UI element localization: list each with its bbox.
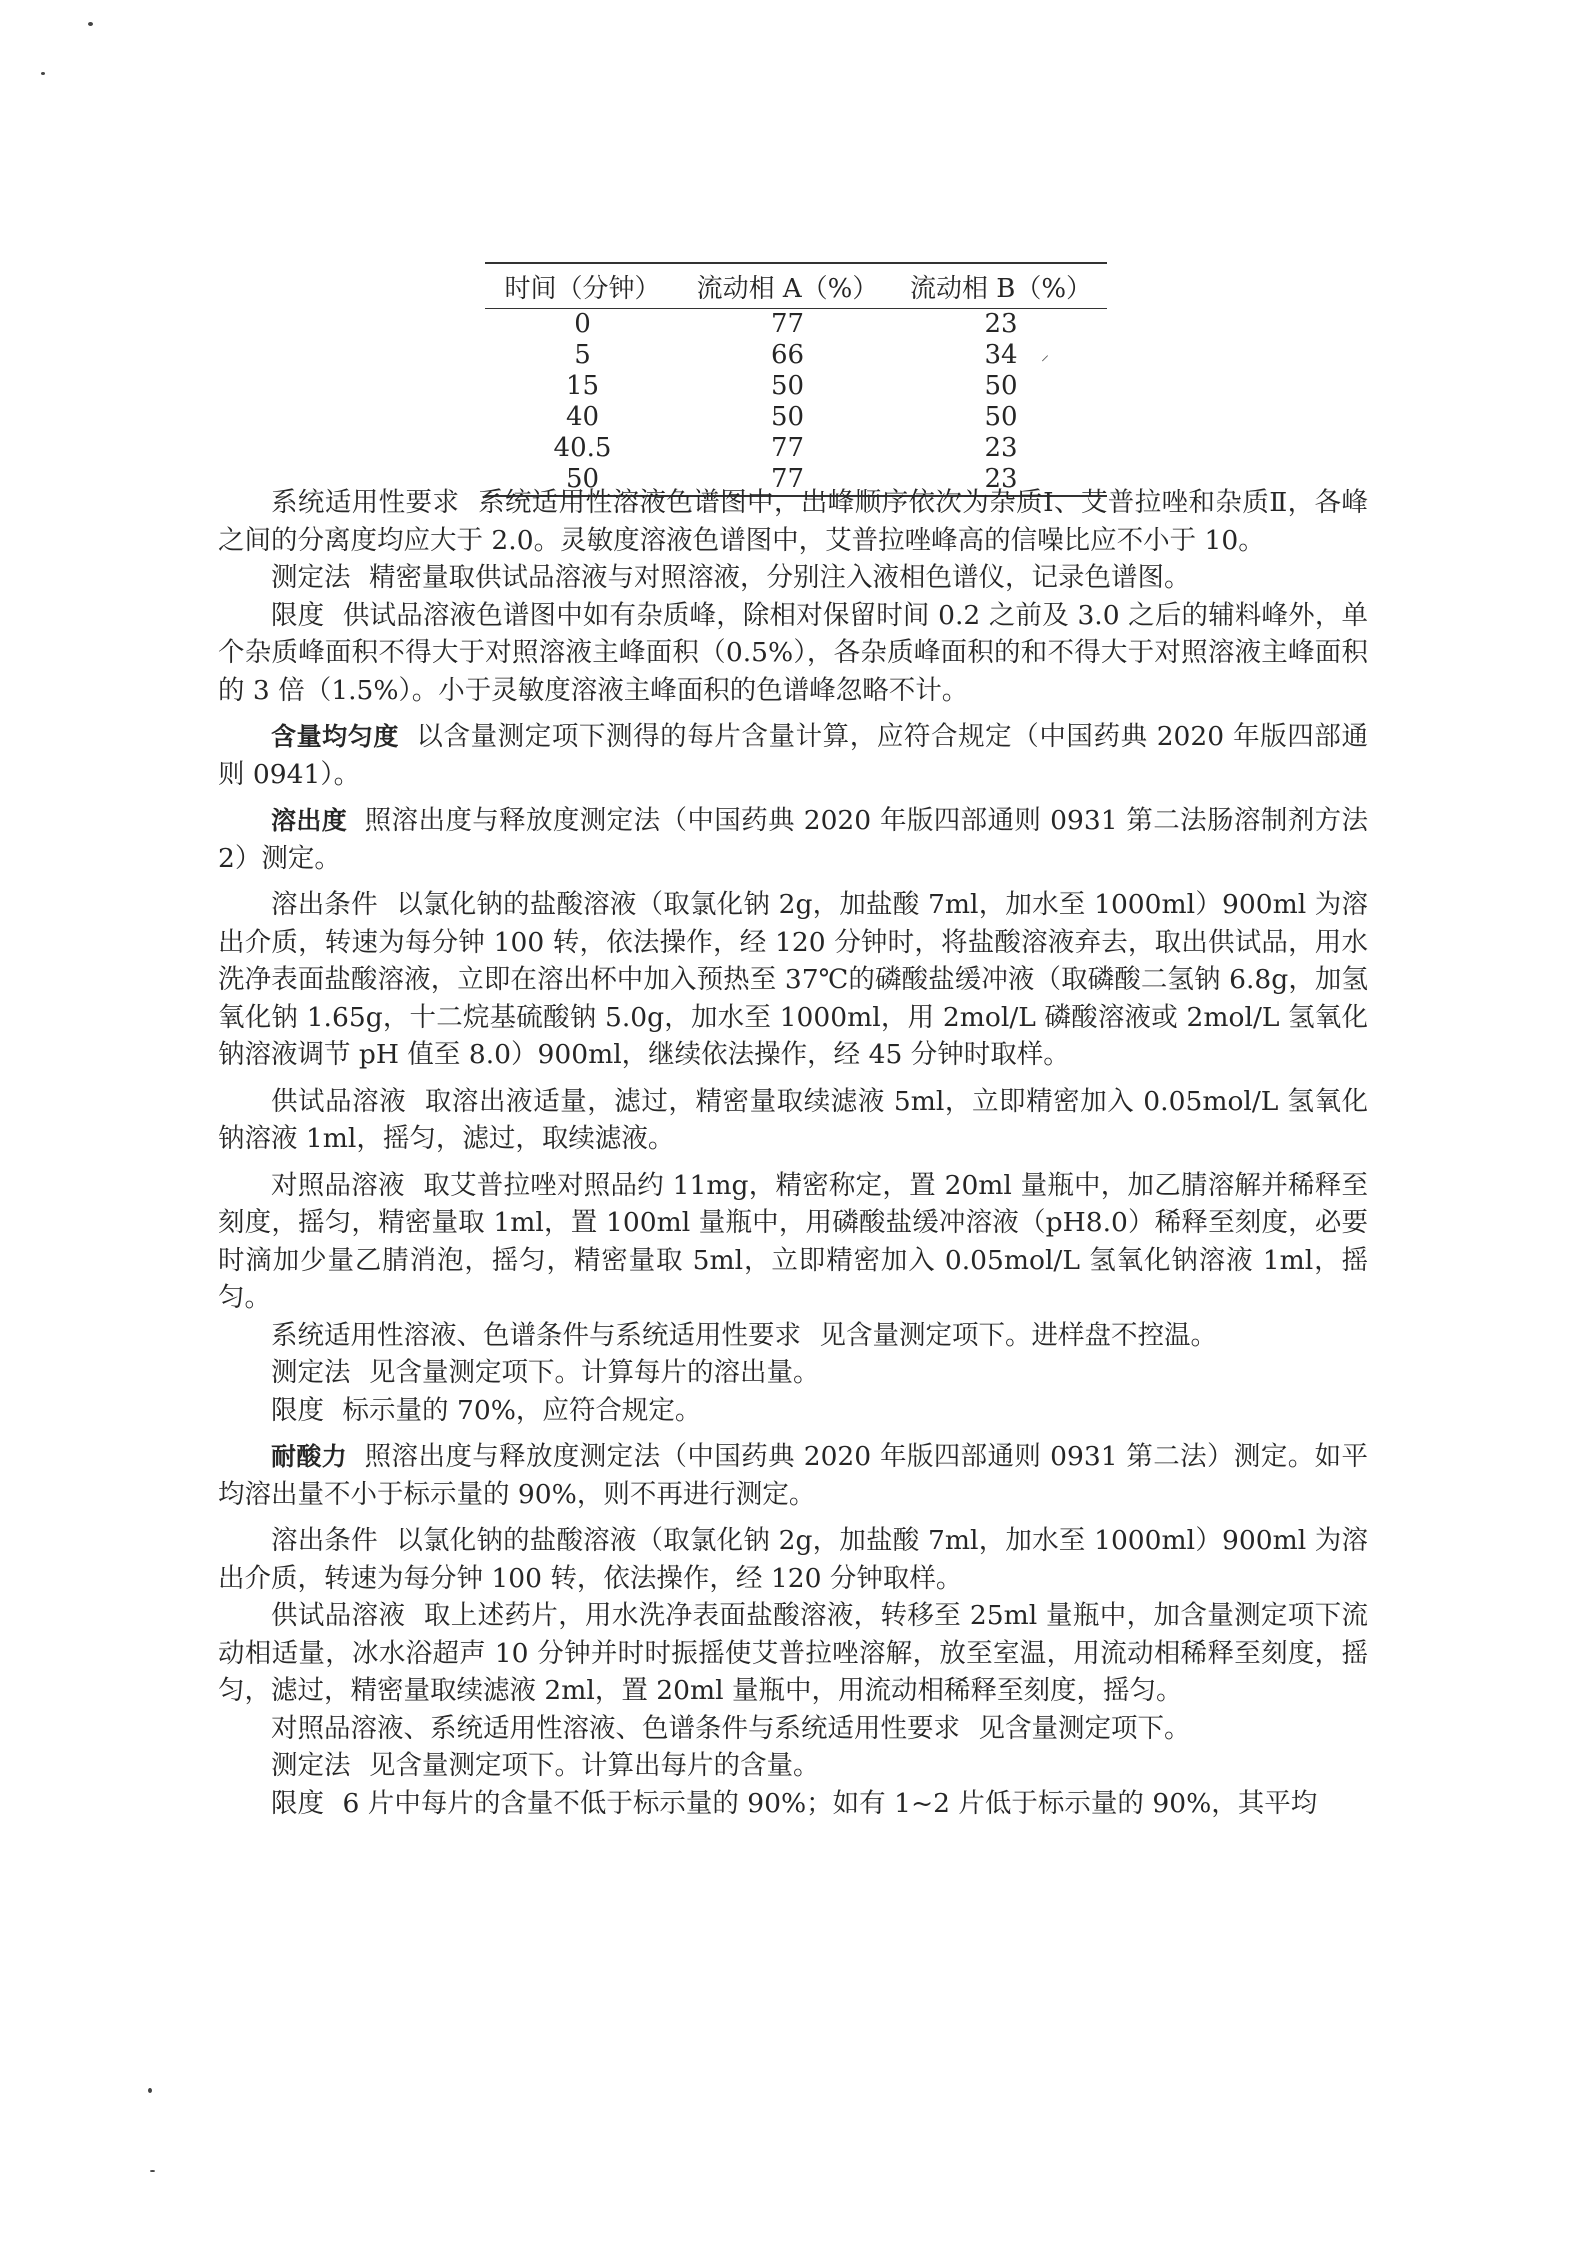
paragraph-label: 测定法 <box>271 1750 351 1781</box>
paragraph <box>218 1522 1368 1597</box>
table-cell: 23 <box>895 464 1107 496</box>
table-cell: 40.5 <box>553 433 612 463</box>
table-cell: 5 <box>574 340 591 370</box>
paragraph-text: 照溶出度与释放度测定法（中国药典 2020 年版四部通则 0931 第二法）测定。如平均溶出量不小于标示量的 90%，则不再进行测定。 <box>218 1441 1368 1510</box>
table-header-cell: 流动相 B（%） <box>895 263 1107 309</box>
paragraph-text: 取上述药片，用水洗净表面盐酸溶液，转移至 25ml 量瓶中，加含量测定项下流动相适量，冰水浴超声 10 分钟并时时振摇使艾普拉唑溶解，放至室温，用流动相稀释至刻度，摇匀，滤过，精密量取续滤液 2ml，置 20ml 量瓶中，用流动相稀释至刻度，摇匀。 <box>218 1600 1369 1706</box>
table-cell: 50 <box>984 371 1018 401</box>
paragraph <box>218 886 1368 1074</box>
paragraph <box>218 1785 1368 1823</box>
table-header-row <box>485 263 1107 309</box>
pen-tick-mark: ⸝ <box>1041 345 1050 364</box>
table-header-cell: 流动相 A（%） <box>680 263 895 309</box>
table-cell: 77 <box>680 464 895 496</box>
paragraph <box>218 1354 1368 1392</box>
paragraph-label: 限度 <box>271 599 325 631</box>
paragraph <box>218 1597 1368 1710</box>
paragraph-text: 照溶出度与释放度测定法（中国药典 2020 年版四部通则 0931 第二法肠溶制剂方法 2）测定。 <box>218 805 1368 874</box>
paragraph-label: 系统适用性要求 <box>271 487 460 518</box>
paragraph-text: 见含量测定项下。计算出每片的含量。 <box>369 1750 820 1781</box>
table-cell: 15 <box>565 371 600 401</box>
table-cell: 50 <box>984 402 1018 432</box>
paragraph-label: 系统适用性溶液、色谱条件与系统适用性要求 <box>271 1319 801 1351</box>
paragraph-text: 见含量测定项下。进样盘不控温。 <box>819 1319 1218 1351</box>
paragraph-label: 测定法 <box>271 1357 351 1388</box>
table-row <box>485 433 1107 464</box>
table-cell: 40 <box>565 402 600 432</box>
paragraph-label: 供试品溶液 <box>271 1085 407 1117</box>
paragraph-label: 溶出条件 <box>271 889 378 920</box>
table-cell: 50 <box>770 371 805 401</box>
paragraph-label: 耐酸力 <box>271 1442 348 1471</box>
table-header-cell: 时间（分钟） <box>485 263 680 309</box>
table-cell: 34 <box>984 340 1018 370</box>
table-cell: 50 <box>770 402 805 432</box>
scan-speck <box>88 22 93 26</box>
paragraph-text: 取艾普拉唑对照品约 11mg，精密称定，置 20ml 量瓶中，加乙腈溶解并稀释至刻度，摇匀，精密量取 1ml，置 100ml 量瓶中，用磷酸盐缓冲溶液（pH8.0）稀释至刻度，必要时滴加少量乙腈消泡，摇匀，精密量取 5ml，立即精密加入 0.05mol/L 氢氧化钠溶液 1ml，摇匀。 <box>218 1169 1368 1313</box>
body-text <box>218 484 1368 1822</box>
paragraph-text: 取溶出液适量，滤过，精密量取续滤液 5ml，立即精密加入 0.05mol/L 氢氧化钠溶液 1ml，摇匀，滤过，取续滤液。 <box>218 1085 1369 1154</box>
paragraph <box>218 718 1368 793</box>
paragraph-text: 标示量的 70%，应符合规定。 <box>342 1394 702 1426</box>
paragraph-label: 测定法 <box>271 562 351 593</box>
paragraph-label: 含量均匀度 <box>271 722 399 751</box>
paragraph-text: 见含量测定项下。 <box>978 1712 1191 1744</box>
paragraph-text: 以氯化钠的盐酸溶液（取氯化钠 2g，加盐酸 7ml，加水至 1000ml）900ml 为溶出介质，转速为每分钟 100 转，依法操作，经 120 分钟取样。 <box>218 1525 1369 1594</box>
paragraph-text: 见含量测定项下。计算每片的溶出量。 <box>369 1357 820 1388</box>
gradient-table <box>485 262 1107 497</box>
paragraph-text: 以含量测定项下测得的每片含量计算，应符合规定（中国药典 2020 年版四部通则 0941）。 <box>218 721 1368 790</box>
paragraph <box>218 484 1368 559</box>
table-cell: 77 <box>770 309 805 339</box>
paragraph <box>218 1083 1368 1158</box>
scan-speck <box>41 72 45 75</box>
table-cell: 77 <box>770 433 805 463</box>
table-row <box>485 371 1107 402</box>
paragraph <box>218 802 1368 877</box>
paragraph-text: 精密量取供试品溶液与对照溶液，分别注入液相色谱仪，记录色谱图。 <box>369 562 1191 593</box>
scan-speck <box>150 2170 155 2172</box>
paragraph-label: 对照品溶液 <box>271 1169 405 1201</box>
table-cell: 50 <box>485 464 680 496</box>
scan-speck <box>148 2088 152 2093</box>
table-cell: 23 <box>984 433 1018 463</box>
paragraph-label: 溶出度 <box>271 806 348 835</box>
paragraph <box>218 559 1368 597</box>
paragraph <box>218 1438 1368 1513</box>
paragraph <box>218 1317 1368 1355</box>
paragraph-label: 限度 <box>271 1394 324 1426</box>
paragraph-text: 6 片中每片的含量不低于标示量的 90%；如有 1~2 片低于标示量的 90%，其平均 <box>342 1787 1318 1819</box>
paragraph-text: 供试品溶液色谱图中如有杂质峰，除相对保留时间 0.2 之前及 3.0 之后的辅料峰外，单个杂质峰面积不得大于对照溶液主峰面积（0.5%），各杂质峰面积的和不得大于对照溶液主峰面积的 3 倍（1.5%）。小于灵敏度溶液主峰面积的色谱峰忽略不计。 <box>218 599 1369 706</box>
paragraph-label: 限度 <box>271 1787 324 1819</box>
paragraph-text: 系统适用性溶液色谱图中，出峰顺序依次为杂质Ⅰ、艾普拉唑和杂质Ⅱ，各峰之间的分离度均应大于 2.0。灵敏度溶液色谱图中，艾普拉唑峰高的信噪比应不小于 10。 <box>218 487 1369 556</box>
paragraph-label: 供试品溶液 <box>271 1600 406 1631</box>
paragraph <box>218 1167 1368 1317</box>
paragraph-label: 溶出条件 <box>271 1525 378 1556</box>
paragraph-label: 对照品溶液、系统适用性溶液、色谱条件与系统适用性要求 <box>271 1712 960 1744</box>
paragraph <box>218 1747 1368 1785</box>
paragraph <box>218 597 1368 710</box>
paragraph <box>218 1710 1368 1748</box>
paragraph-text: 以氯化钠的盐酸溶液（取氯化钠 2g，加盐酸 7ml，加水至 1000ml）900ml 为溶出介质，转速为每分钟 100 转，依法操作，经 120 分钟时，将盐酸溶液弃去，取出供试品，用水洗净表面盐酸溶液，立即在溶出杯中加入预热至 37℃的磷酸盐缓冲液（取磷酸二氢钠 6.8g，加氢氧化钠 1.65g，十二烷基硫酸钠 5.0g，加水至 1000ml，用 2mol/L 磷酸溶液或 2mol/L 氢氧化钠溶液调节 pH 值至 8.0）900ml，继续依法操作，经 45 分钟时取样。 <box>218 889 1369 1070</box>
table-cell: 0 <box>574 309 591 339</box>
table-cell: 23 <box>984 309 1018 339</box>
table-cell: 66 <box>770 340 805 370</box>
table-row <box>485 340 1107 371</box>
table-row <box>485 309 1107 341</box>
table-row <box>485 402 1107 433</box>
paragraph <box>218 1392 1368 1430</box>
